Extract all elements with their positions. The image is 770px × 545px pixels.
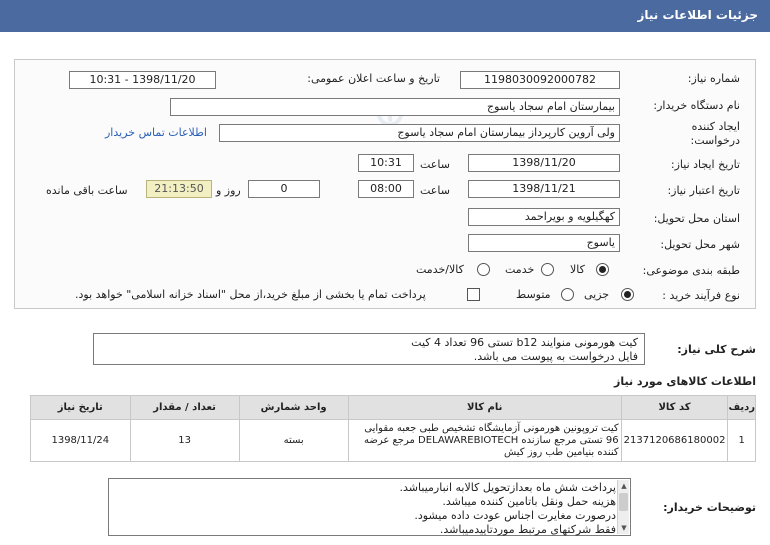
validity-time-label: ساعت <box>420 184 450 197</box>
treasury-checkbox[interactable] <box>467 288 480 301</box>
category-goods-radio[interactable] <box>596 263 609 276</box>
created-date-label: تاریخ ایجاد نیاز: <box>670 158 740 171</box>
page-header <box>0 0 770 32</box>
notes-box[interactable] <box>108 478 631 536</box>
description-box[interactable] <box>93 333 645 365</box>
notes-line-4: فقط شرکتهای مرتبط موردتاییدمیباشد. <box>439 523 616 536</box>
col-code: کد کالا <box>621 396 728 420</box>
province-field[interactable]: کهگیلویه و بویراحمد <box>468 208 620 226</box>
buyer-contact-link[interactable]: اطلاعات تماس خریدار <box>105 126 207 139</box>
cell-row: 1 <box>728 420 756 462</box>
purchase-medium-radio[interactable] <box>561 288 574 301</box>
announce-field[interactable]: 1398/11/20 - 10:31 <box>69 71 216 89</box>
purchase-medium-label: متوسط <box>516 288 551 301</box>
purchase-minor-radio[interactable] <box>621 288 634 301</box>
cell-code: 2137120686180002 <box>621 420 728 462</box>
description-line-1: کیت هورمونی منوایند b12 تستی 96 تعداد 4 کیت <box>411 336 638 349</box>
scroll-up-icon[interactable]: ▲ <box>621 482 627 490</box>
category-goods-service-radio[interactable] <box>477 263 490 276</box>
category-goods-service-label: کالا/خدمت <box>416 263 464 276</box>
city-label: شهر محل تحویل: <box>660 238 740 251</box>
items-table <box>30 395 756 462</box>
notes-line-3: درصورت مغایرت اجناس عودت داده میشود. <box>414 509 616 522</box>
creator-field[interactable]: ولی آروین کارپرداز بیمارستان امام سجاد یاسوج <box>219 124 620 142</box>
created-time-field[interactable]: 10:31 <box>358 154 414 172</box>
cell-qty: 13 <box>130 420 239 462</box>
validity-date-label: تاریخ اعتبار نیاز: <box>667 184 740 197</box>
items-table-header <box>31 396 756 420</box>
col-qty: تعداد / مقدار <box>130 396 239 420</box>
notes-line-1: پرداخت شش ماه بعدازتحویل کالابه انبارمیباشد. <box>399 481 616 494</box>
created-time-label: ساعت <box>420 158 450 171</box>
col-row: ردیف <box>728 396 756 420</box>
treasury-note: پرداخت تمام یا بخشی از مبلغ خرید،از محل "اسناد خزانه اسلامی" خواهد بود. <box>75 288 426 301</box>
scroll-thumb[interactable] <box>619 493 628 511</box>
creator-label: ایجاد کننده درخواست: <box>690 120 740 147</box>
notes-text <box>116 481 616 537</box>
notes-scrollbar[interactable] <box>617 480 629 534</box>
cell-unit: بسته <box>239 420 348 462</box>
validity-time-field[interactable]: 08:00 <box>358 180 414 198</box>
need-number-label: شماره نیاز: <box>687 72 740 85</box>
province-label: استان محل تحویل: <box>653 212 740 225</box>
scroll-down-icon[interactable]: ▼ <box>621 524 627 532</box>
purchase-minor-label: جزیی <box>584 288 610 301</box>
remaining-label: ساعت باقی مانده <box>46 184 128 197</box>
category-label: طبقه بندی موضوعی: <box>642 264 740 277</box>
created-date-field[interactable]: 1398/11/20 <box>468 154 620 172</box>
col-unit: واحد شمارش <box>239 396 348 420</box>
col-date: تاریخ نیاز <box>31 396 131 420</box>
category-service-label: خدمت <box>505 263 535 276</box>
notes-line-2: هزینه حمل ونقل باتامین کننده میباشد. <box>442 495 616 508</box>
category-goods-label: کالا <box>570 263 585 276</box>
city-field[interactable]: یاسوج <box>468 234 620 252</box>
buyer-label: نام دستگاه خریدار: <box>653 99 740 112</box>
page-title: جزئیات اطلاعات نیاز <box>637 8 758 22</box>
cell-date: 1398/11/24 <box>31 420 131 462</box>
remaining-time-field: 21:13:50 <box>146 180 212 198</box>
purchase-type-label: نوع فرآیند خرید : <box>662 289 740 302</box>
need-number-field[interactable]: 1198030092000782 <box>460 71 620 89</box>
notes-label: توضیحات خریدار: <box>663 501 756 514</box>
table-row <box>31 420 756 462</box>
items-section-title: اطلاعات کالاهای مورد نیاز <box>614 375 756 388</box>
col-name: نام کالا <box>348 396 621 420</box>
category-service-radio[interactable] <box>541 263 554 276</box>
announce-label: تاریخ و ساعت اعلان عمومی: <box>307 72 440 85</box>
description-line-2: فایل درخواست به پیوست می باشد. <box>473 350 638 363</box>
cell-name: کیت تروپونین هورمونی آزمایشگاه تشخیص طبی جعبه مقوایی 96 تستی مرجع سازنده DELAWAREBIOTECH مرجع عرضه کننده بنیامین طب روز کیش <box>348 420 621 462</box>
days-label: روز و <box>216 184 241 197</box>
buyer-field[interactable]: بیمارستان امام سجاد یاسوج <box>170 98 620 116</box>
validity-date-field[interactable]: 1398/11/21 <box>468 180 620 198</box>
description-label: شرح کلی نیاز: <box>677 343 756 356</box>
remaining-days-field[interactable]: 0 <box>248 180 320 198</box>
